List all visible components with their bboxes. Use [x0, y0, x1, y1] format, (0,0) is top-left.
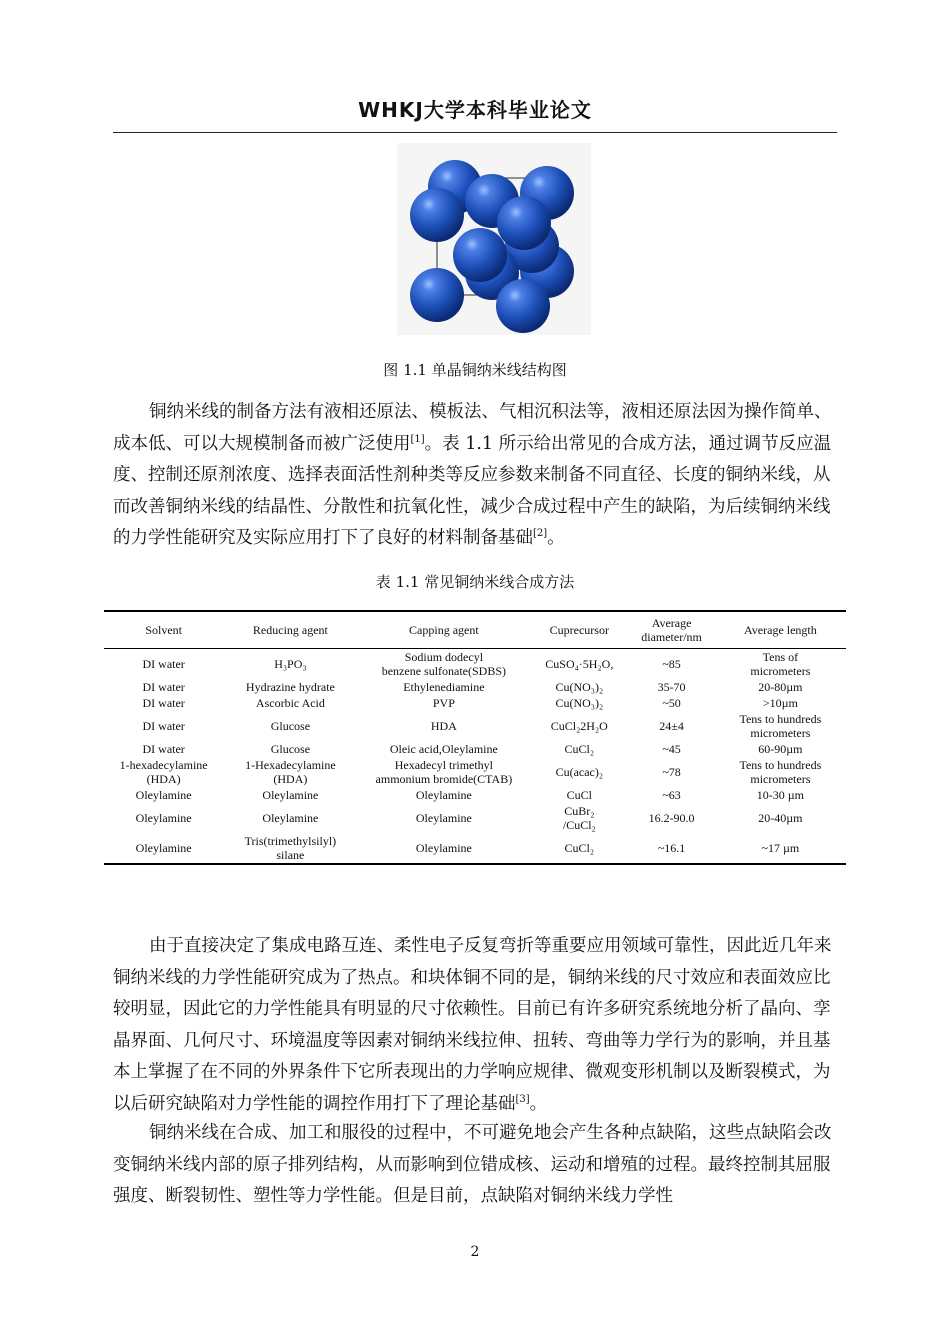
table-cell: Oleylamine: [262, 811, 319, 825]
table-cell: 1-hexadecylamine (HDA): [119, 758, 208, 786]
table-cell: CuCl₂: [564, 841, 595, 855]
atom-spheres: [410, 160, 574, 333]
table-cell: CuCl₂2H₂O: [550, 719, 608, 733]
table-cell: 1-Hexadecylamine (HDA): [245, 758, 336, 786]
table-cell: Sodium dodecyl benzene sulfonate(SDBS): [381, 650, 507, 678]
paragraph-text: 由于直接决定了集成电路互连、柔性电子反复弯折等重要应用领域可靠性，因此近几年来铜纳米线的力学性能研究成为了热点。和块体铜不同的是，铜纳米线的尺寸效应和表面效应比较明显，因此它的力学性能具有明显的尺寸依赖性。目前已有许多研究系统地分析了晶向、孪晶界面、几何尺寸、环境温度等因素对铜纳米线拉伸、扭转、弯曲等力学行为的影响，并且基本上掌握了在不同的外界条件下它所表现出的力学响应规律、微观变形机制以及断裂模式，为以后研究缺陷对力学性能的调控作用打下了理论基础: [113, 936, 832, 1114]
table-cell: Oleylamine: [415, 811, 472, 825]
table-row: [104, 649, 846, 680]
table-row: [104, 803, 846, 833]
citation-3: [3]: [515, 1093, 530, 1105]
table-cell: 60-90µm: [758, 742, 803, 756]
table-cell: H₃PO₃: [274, 657, 307, 671]
table-cell: ~17 µm: [761, 841, 800, 855]
page-number: 2: [470, 1244, 480, 1260]
table-cell: CuCl: [566, 788, 592, 802]
paragraph-mechanical-research: [113, 931, 837, 1120]
paragraph-point-defects: [113, 1118, 837, 1213]
table-cell: ~63: [662, 788, 681, 802]
citation-2: [2]: [533, 528, 548, 540]
table-cell: Oleylamine: [135, 841, 192, 855]
table-cell: Glucose: [270, 719, 311, 733]
table-row: [104, 711, 846, 741]
table-cell: Oleylamine: [262, 788, 319, 802]
table-cell: CuBr₂ /CuCl₂: [562, 804, 596, 832]
table-row: [104, 757, 846, 787]
table-cell: >10µm: [762, 696, 798, 710]
table-cell: DI water: [142, 657, 185, 671]
table-cell: Hydrazine hydrate: [245, 680, 335, 694]
table-cell: Oleylamine: [135, 788, 192, 802]
table-cell: Cu(NO₃)₂: [555, 680, 604, 694]
column-header: Average diameter/nm: [641, 616, 702, 644]
table-cell: Cu(NO₃)₂: [555, 696, 604, 710]
table-cell: Oleylamine: [135, 811, 192, 825]
table-cell: HDA: [430, 719, 457, 733]
table-cell: 20-80µm: [758, 680, 803, 694]
table-cell: Tens to hundreds micrometers: [739, 712, 822, 740]
column-header: Solvent: [145, 623, 182, 637]
table-cell: Tris(trimethylsilyl) silane: [244, 834, 337, 862]
table-header-row: [104, 611, 846, 649]
paragraph-synthesis-methods: [113, 397, 837, 555]
table-cell: DI water: [142, 742, 185, 756]
synthesis-methods-table: [104, 610, 846, 865]
paragraph-text: 。: [547, 528, 565, 548]
figure-caption: 图 1.1 单晶铜纳米线结构图: [383, 361, 567, 379]
table-cell: Glucose: [270, 742, 311, 756]
table-cell: CuCl₂: [564, 742, 595, 756]
table-cell: 16.2-90.0: [648, 811, 695, 825]
table-cell: Ascorbic Acid: [255, 696, 325, 710]
table-cell: DI water: [142, 696, 185, 710]
table-cell: Oleic acid,Oleylamine: [389, 742, 498, 756]
table-row: [104, 833, 846, 864]
table-row: [104, 679, 846, 695]
paragraph-text: 铜纳米线的制备方法有液相还原法、模板法、气相沉积法等，液相还原法因为操作简单、成本低、可以大规模制备而被广泛使用: [113, 402, 832, 454]
table-cell: ~85: [662, 657, 681, 671]
table-cell: Tens of micrometers: [750, 650, 811, 678]
table-cell: Oleylamine: [415, 841, 472, 855]
table-cell: Ethylenediamine: [403, 680, 485, 694]
table-caption: 表 1.1 常见铜纳米线合成方法: [375, 573, 575, 591]
column-header: Capping agent: [409, 623, 479, 637]
paragraph-text: 。表 1.1 所示给出常见的合成方法，通过调节反应温度、控制还原剂浓度、选择表面活性剂种类等反应参数来制备不同直径、长度的铜纳米线，从而改善铜纳米线的结晶性、分散性和抗氧化性，减少合成过程中产生的缺陷，为后续铜纳米线的力学性能研究及实际应用打下了良好的材料制备基础: [113, 433, 832, 548]
table-cell: Hexadecyl trimethyl ammonium bromide(CTAB): [375, 758, 513, 786]
citation-1: [1]: [410, 433, 425, 445]
table-cell: ~78: [662, 765, 681, 779]
table-row: [104, 695, 846, 711]
table-cell: 35-70: [657, 680, 686, 694]
table-cell: Cu(acac)₂: [555, 765, 604, 779]
header-divider: [113, 132, 837, 133]
paragraph-text: 。: [529, 1093, 548, 1114]
crystal-structure-figure: [397, 143, 591, 335]
table-cell: DI water: [142, 680, 185, 694]
fcc-copper-sphere-illustration: [397, 143, 591, 335]
table-row: [104, 787, 846, 803]
table-cell: Tens to hundreds micrometers: [739, 758, 822, 786]
table-cell: 24±4: [659, 719, 684, 733]
table-cell: 20-40µm: [758, 811, 803, 825]
table-cell: 10-30 µm: [756, 788, 805, 802]
page-header-title: WHKJ大学本科毕业论文: [358, 98, 592, 122]
table-cell: PVP: [432, 696, 455, 710]
column-header: Average length: [744, 623, 817, 637]
column-header: Reducing agent: [252, 623, 328, 637]
table-cell: DI water: [142, 719, 185, 733]
column-header: Cuprecursor: [549, 623, 609, 637]
table-cell: Oleylamine: [415, 788, 472, 802]
table-row: [104, 741, 846, 757]
table-cell: CuSO₄·5H₂O,: [545, 657, 614, 671]
table-cell: ~50: [662, 696, 681, 710]
table-cell: ~45: [662, 742, 681, 756]
paragraph-text: 铜纳米线在合成、加工和服役的过程中，不可避免地会产生各种点缺陷，这些点缺陷会改变铜纳米线内部的原子排列结构，从而影响到位错成核、运动和增殖的过程。最终控制其屈服强度、断裂韧性、塑性等力学性能。但是目前，点缺陷对铜纳米线力学性: [113, 1123, 832, 1206]
table-cell: ~16.1: [657, 841, 686, 855]
